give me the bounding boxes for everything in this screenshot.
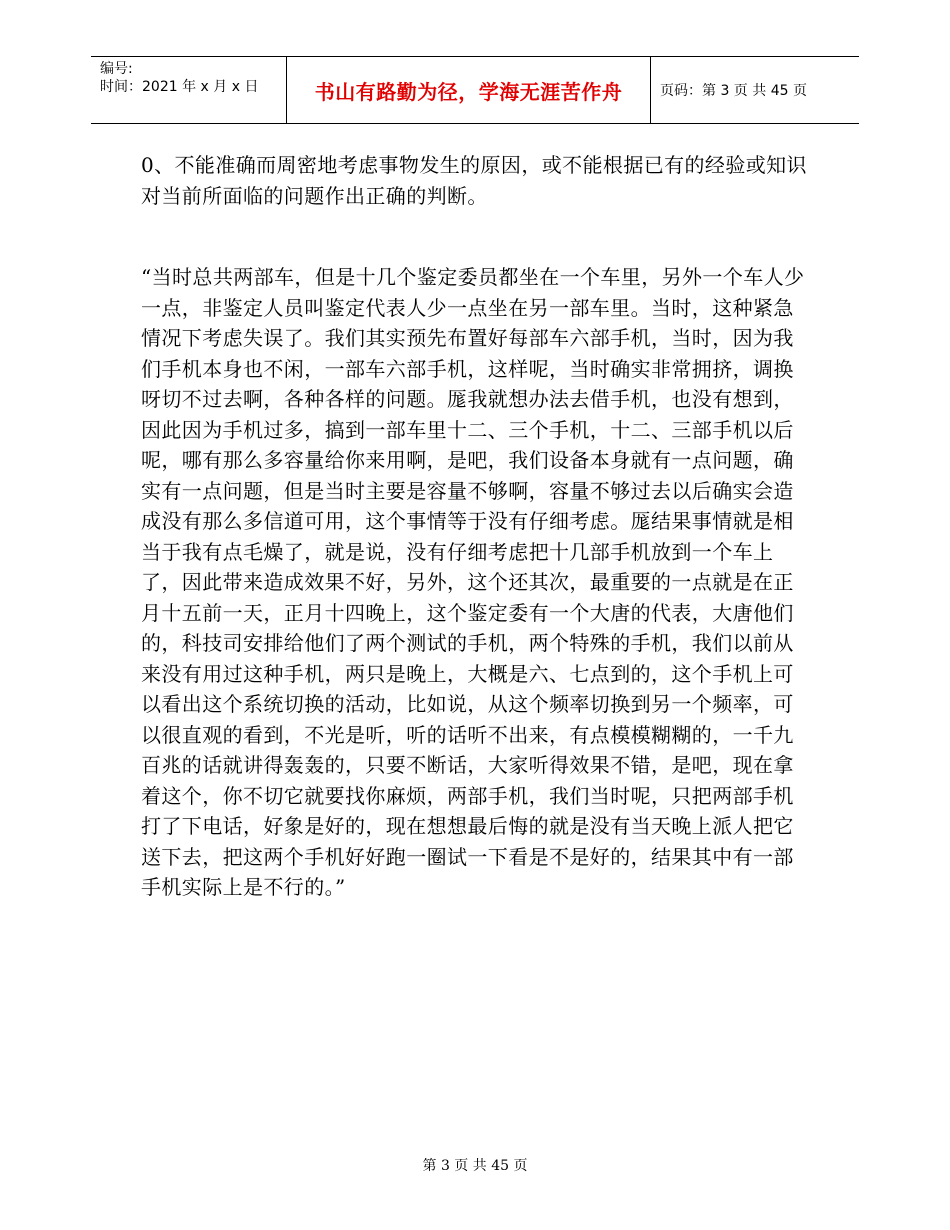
paragraph-2: “当时总共两部车，但是十几个鉴定委员都坐在一个车里，另外一个车人少一点，非鉴定人员叫鉴定代表人少一点坐在另一部车里。当时，这种紧急情况下考虑失误了。我们其实预先布置好每部车六部手机，当时，因为我们手机本身也不闲，一部车六部手机，这样呢，当时确实非常拥挤，调换呀切不过去啊，各种各样的问题。厖我就想办法去借手机，也没有想到，因此因为手机过多，搞到一部车里十二、三个手机，十二、三部手机以后呢，哪有那么多容量给你来用啊，是吧，我们设备本身就有一点问题，确实有一点问题，但是当时主要是容量不够啊，容量不够过去以后确实会造成没有那么多信道可用，这个事情等于没有仔细考虑。厖结果事情就是相当于我有点毛燥了，就是说，没有仔细考虑把十几部手机放到一个车上了，因此带来造成效果不好，另外，这个还其次，最重要的一点就是在正月十五前一天，正月十四晚上，这个鉴定委有一个大唐的代表，大唐他们的，科技司安排给他们了两个测试的手机，两个特殊的手机，我们以前从来没有用过这种手机，两只是晚上，大概是六、七点到的，这个手机上可以看出这个系统切换的活动，比如说，从这个频率切换到另一个频率，可以很直观的看到，不光是听，听的话听不出来，有点模模糊糊的，一千九百兆的话就讲得轰轰的，只要不断话，大家听得效果不错，是吧，现在拿着这个，你不切它就要找你麻烦，两部手机，我们当时呢，只把两部手机打了下电话，好象是好的，现在想想最后悔的就是没有当天晚上派人把它送下去，把这两个手机好好跑一圈试一下看是不是好的，结果其中有一部手机实际上是不行的。” (141, 265, 805, 899)
paragraph-1: 0、不能准确而周密地考虑事物发生的原因，或不能根据已有的经验或知识对当前所面临的问题作出正确的判断。 (141, 153, 807, 208)
page-footer: 第 3 页 共 45 页 (422, 1158, 528, 1174)
header-page-info: 页码：第 3 页 共 45 页 (660, 83, 807, 99)
header-meta (91, 57, 286, 123)
header-motto: 书山有路勤为径，学海无涯苦作舟 (286, 57, 651, 123)
number-label: 编号: (100, 61, 133, 77)
time-label: 时间：2021 年 x 月 x 日 (100, 79, 259, 95)
page-header (91, 56, 859, 124)
